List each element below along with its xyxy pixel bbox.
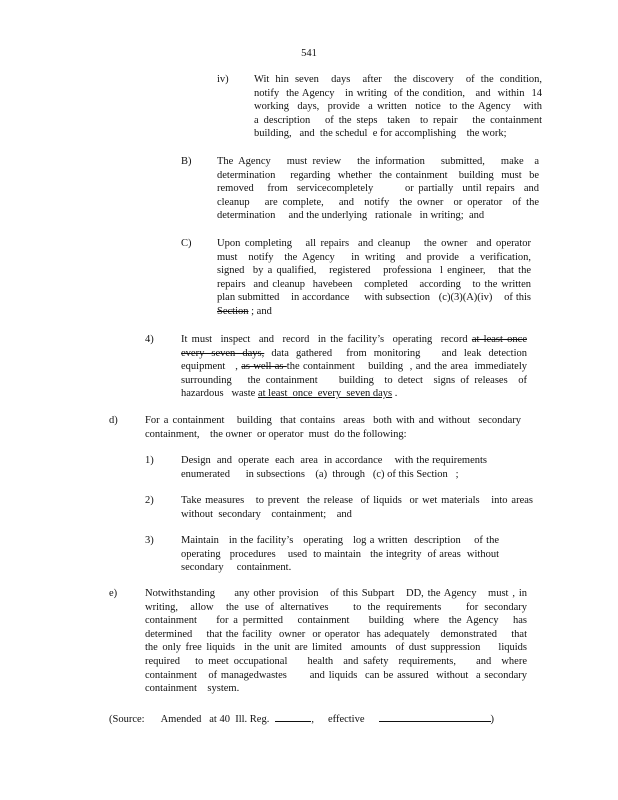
item-e-line: the only free liquids in the unit are limited amounts of dust suppression liquids [145, 642, 527, 654]
item-d1-line: Design and operate each area in accordance with the requirements [181, 455, 487, 466]
item-d2-line: without secondary containment; and [181, 508, 352, 520]
item-e-label: e) [109, 588, 118, 599]
item-4-line [181, 360, 527, 374]
item-C-line: Upon completing all repairs and cleanup the owner and operator [217, 238, 531, 249]
item-C-tail: ; and [248, 305, 272, 317]
source-note [109, 711, 494, 727]
item-d3-line: operating procedures used to maintain the integrity of areas without [181, 548, 499, 560]
item-iv-line: building, and the schedul e for accomplishing the work; [254, 128, 507, 140]
deleted-text: Section [217, 305, 249, 317]
item-e-line: containment for a permitted containment building where the Agency has [145, 615, 527, 627]
inserted-text: at least once every seven days [257, 388, 393, 400]
item-d1-label: 1) [145, 455, 154, 466]
item-d3-line: secondary containment. [181, 562, 292, 574]
item-4-label: 4) [145, 334, 154, 345]
item-d1-line: enumerated in subsections (a) through (c) of this Section ; [181, 468, 459, 480]
item-iv-text [254, 73, 542, 141]
register-volume-blank [275, 711, 311, 722]
item-e-line: writing, allow the use of alternatives to the requirements for secondary [145, 601, 527, 613]
item-iv-line: a description of the steps taken to repair the containment [254, 114, 542, 126]
item-e-line: Notwithstanding any other provision of this Subpart DD, the Agency must , in [145, 588, 527, 599]
item-C-line: must notify the Agency in writing and provide a verification, [217, 251, 531, 263]
deleted-text: every seven days, [181, 347, 265, 359]
item-4-line [181, 387, 527, 401]
item-d3-text [181, 534, 499, 575]
text-run: It must inspect and record in the facility’s operating record [181, 334, 472, 345]
item-C-label: C) [181, 238, 192, 249]
item-d3-line: Maintain in the facility’s operating log a written description of the [181, 535, 499, 546]
item-B-text [217, 155, 539, 223]
text-run: the containment building , and the area immediately [286, 361, 527, 373]
item-d2-label: 2) [145, 495, 154, 506]
text-run: . [392, 388, 403, 400]
effective-date-blank [379, 711, 491, 722]
item-iv-line: Wit hin seven days after the discovery of the condition, [254, 74, 542, 85]
item-B-line: determination regarding whether the containment building must be [217, 169, 539, 181]
deleted-text: at least once [471, 334, 527, 345]
item-e-line: required to meet occupational health and safety requirements, and where [145, 655, 527, 667]
item-d-text [145, 414, 521, 441]
source-open: (Source: [109, 714, 145, 725]
text-run: hazardous waste [181, 388, 258, 400]
item-B-label: B) [181, 156, 192, 167]
item-B-line: cleanup are complete, and notify the owner or operator of the [217, 196, 539, 208]
item-B-line: The Agency must review the information submitted, make a [217, 156, 539, 167]
item-iv-line: notify the Agency in writing of the condition, and within 14 [254, 87, 542, 99]
item-d2-line: Take measures to prevent the release of liquids or wet materials into areas [181, 495, 533, 506]
item-d1-text [181, 454, 487, 481]
item-d-line: containment, the owner or operator must do the following: [145, 428, 407, 440]
item-B-line: determination and the underlying rationale in writing; and [217, 210, 485, 222]
item-d3-label: 3) [145, 535, 154, 546]
item-d-line: For a containment building that contains areas both with and without secondary [145, 415, 521, 426]
source-effective: effective [327, 714, 365, 725]
item-iv-label: iv) [217, 74, 229, 85]
item-C-line: repairs and cleanup havebeen completed according to the written [217, 278, 531, 290]
item-C-text [217, 237, 531, 319]
item-e-line: determined that the facility owner or operator has adequately demonstrated that [145, 628, 527, 640]
item-C-line: signed by a qualified, registered professiona l engineer, that the [217, 265, 531, 277]
item-iv-line: working days, provide a written notice to the Agency with [254, 101, 542, 113]
item-4-text [181, 333, 527, 401]
item-d-label: d) [109, 415, 118, 426]
item-4-line [181, 333, 527, 347]
text-run: equipment , [181, 361, 242, 373]
item-e-line: containment system. [145, 683, 240, 695]
item-4-line [181, 347, 527, 361]
item-e-line: containment of managedwastes and liquids can be assured without a secondary [145, 669, 527, 681]
source-close: ) [490, 714, 495, 725]
text-run: data gathered from monitoring and leak detection [264, 347, 527, 359]
item-d2-text [181, 494, 533, 521]
item-e-text [145, 587, 527, 696]
item-4-line: surrounding the containment building to detect signs of releases of [181, 374, 527, 386]
page-number: 541 [301, 48, 317, 59]
deleted-text: as well as [241, 361, 287, 373]
source-amended: Amended at 40 Ill. Reg. [160, 714, 270, 725]
item-C-line [217, 305, 531, 319]
item-B-line: removed from servicecompletely or partially until repairs and [217, 183, 539, 195]
item-C-line: plan submitted in accordance with subsection (c)(3)(A)(iv) of this [217, 292, 531, 304]
source-comma: , [311, 714, 314, 725]
